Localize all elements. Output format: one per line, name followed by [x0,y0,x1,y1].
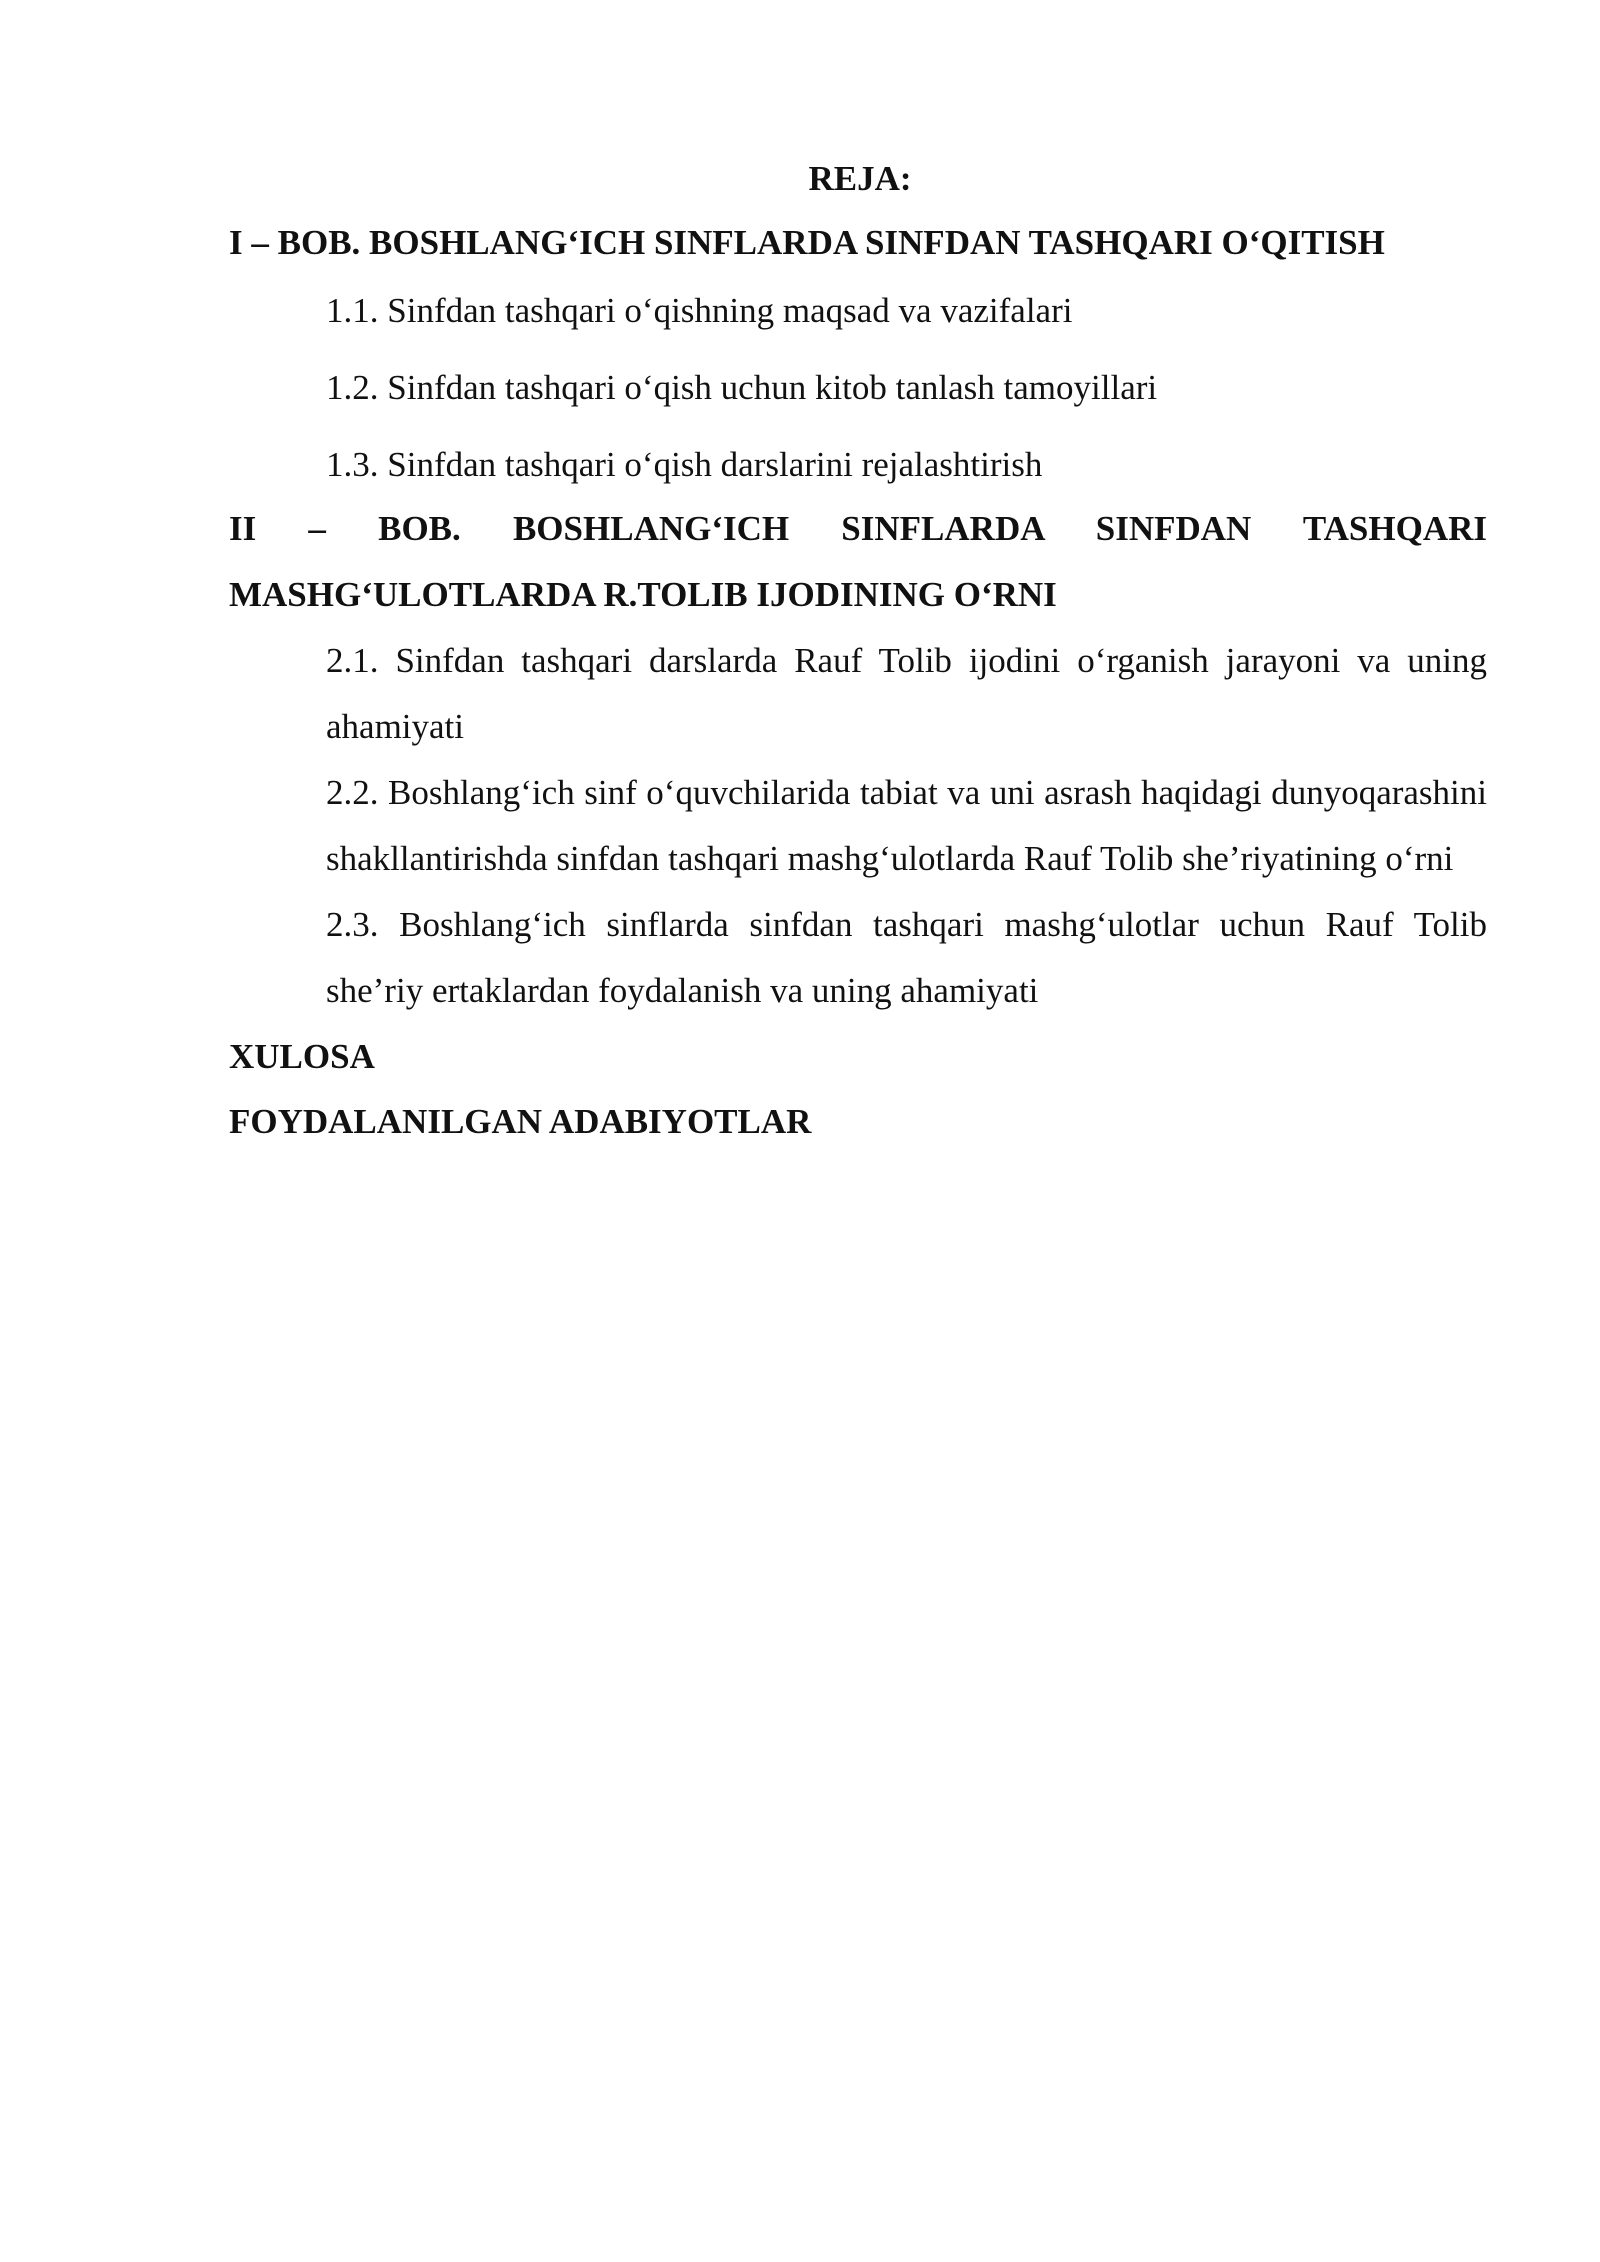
toc-item-1-1: 1.1. Sinfdan tashqari o‘qishning maqsad va vazifalari [326,291,1073,330]
references-heading: FOYDALANILGAN ADABIYOTLAR [229,1102,812,1141]
table-of-contents [229,148,1487,1154]
conclusion-heading: XULOSA [229,1037,375,1076]
chapter-2-heading: II – BOB. BOSHLANG‘ICH SINFLARDA SINFDAN TASHQARI MASHG‘ULOTLARDA R.TOLIB IJODINING O‘RNI [229,509,1487,614]
page-title: REJA: [808,159,912,198]
toc-item-2-3: 2.3. Boshlang‘ich sinflarda sinfdan tashqari mashg‘ulotlar uchun Rauf Tolib she’riy ertaklardan foydalanish va uning ahamiyati [326,905,1487,1010]
toc-item-2-2: 2.2. Boshlang‘ich sinf o‘quvchilarida tabiat va uni asrash haqidagi dunyoqarashini shakllantirishda sinfdan tashqari mashg‘ulotlarda Rauf Tolib she’riyatining o‘rni [326,773,1487,878]
chapter-1-items [229,286,1487,490]
chapter-2-items [229,628,1487,1024]
toc-item-2-1: 2.1. Sinfdan tashqari darslarda Rauf Tolib ijodini o‘rganish jarayoni va uning ahamiyati [326,641,1487,746]
toc-item-1-2: 1.2. Sinfdan tashqari o‘qish uchun kitob tanlash tamoyillari [326,368,1158,407]
chapter-1-heading: I – BOB. BOSHLANG‘ICH SINFLARDA SINFDAN TASHQARI O‘QITISH [229,223,1385,262]
toc-item-1-3: 1.3. Sinfdan tashqari o‘qish darslarini rejalashtirish [326,445,1043,484]
